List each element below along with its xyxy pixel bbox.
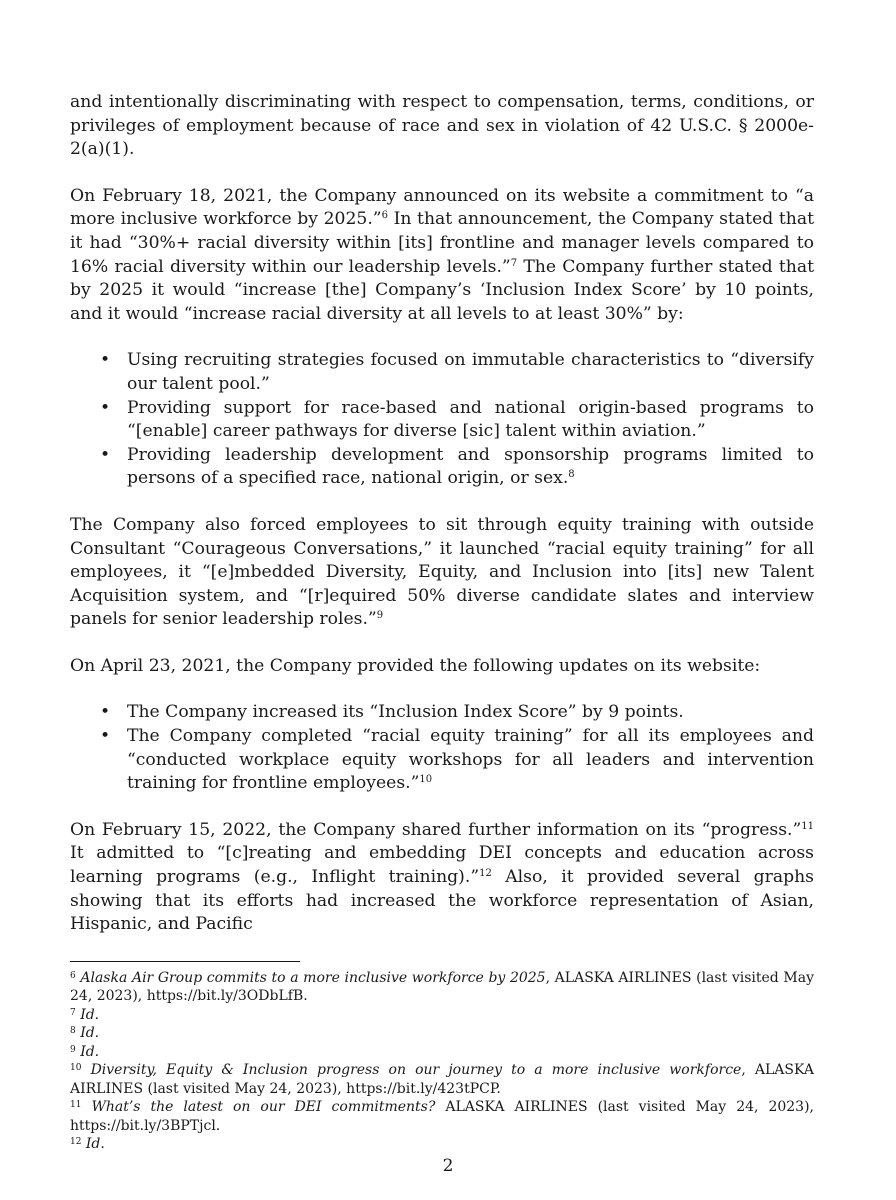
footnote-number: 7 [70, 1007, 76, 1018]
footnote-ref-9: 9 [376, 610, 384, 622]
footnote-number: 12 [70, 1137, 82, 1148]
page-number: 2 [442, 1156, 454, 1176]
footnote-text: Id. [80, 1006, 100, 1023]
list-item [70, 444, 814, 491]
footnote-citation: , ALASKA AIRLINES (last visited May 24, 2023), https://bit.ly/3ODbLfB. [70, 969, 814, 1005]
list-item-text: The Company increased its “Inclusion Index Score” by 9 points. [127, 702, 684, 723]
footnote-divider [70, 961, 300, 962]
footnote-6 [70, 969, 814, 1006]
list-item [70, 349, 814, 396]
list-item-text: Providing leadership development and sponsorship programs limited to persons of a specified race, national origin, or sex. [127, 444, 814, 489]
footnote-text: Id. [80, 1043, 100, 1060]
bullet-list-1 [70, 349, 814, 491]
list-item-text: The Company completed “racial equity training” for all its employees and “conducted workplace equity workshops for all leaders and intervention training for frontline employees.” [127, 726, 814, 794]
footnote-citation: , ALASKA AIRLINES (last visited May 24, 2023), https://bit.ly/423tPCP. [70, 1062, 814, 1097]
footnote-ref-11: 11 [801, 820, 814, 832]
footnote-7 [70, 1006, 814, 1025]
footnote-8 [70, 1024, 814, 1043]
paragraph-1: and intentionally discriminating with respect to compensation, terms, conditions, or privileges of employment because of race and sex in violation of 42 U.S.C. § 2000e-2(a)(1). [70, 92, 814, 160]
footnote-text: Id. [85, 1136, 105, 1153]
bullet-icon: • [100, 444, 111, 465]
paragraph-5-part-c: Also, it provided several graphs showing that its efforts had increased the workforce representation of Asian, Hispanic, and Pacific [70, 867, 814, 935]
list-item [70, 397, 814, 444]
bullet-icon: • [100, 397, 111, 418]
bullet-icon: • [100, 726, 111, 747]
paragraph-5 [70, 819, 814, 937]
footnote-number: 8 [70, 1026, 76, 1037]
footnote-title: Diversity, Equity & Inclusion progress on our journey to a more inclusive workforce [90, 1062, 742, 1079]
paragraph-2-part-b: In that announcement, the Company stated that it had “30%+ racial diversity within [its] frontline and manager levels compared to 16% racial diversity within our leadership levels.” [70, 209, 814, 277]
footnote-10 [70, 1061, 814, 1098]
paragraph-4: On April 23, 2021, the Company provided the following updates on its website: [70, 655, 761, 676]
paragraph-2-part-c: The Company further stated that by 2025 it would “increase [the] Company’s ‘Inclusion Index Score’ by 10 points, and it would “increase racial diversity at all levels to at least 30%” by: [70, 256, 814, 324]
footnote-citation: ALASKA AIRLINES (last visited May 24, 2023), https://bit.ly/3BPTjcl. [70, 1099, 815, 1134]
list-item [70, 725, 814, 796]
paragraph-5-part-b: It admitted to “[c]reating and embedding DEI concepts and education across learning programs (e.g., Inflight training).” [70, 843, 814, 888]
bullet-list-2 [70, 701, 814, 795]
list-item [70, 701, 814, 725]
footnote-text: Id. [80, 1025, 100, 1042]
footnote-12 [70, 1135, 814, 1154]
footnote-title: What’s the latest on our DEI commitments? [91, 1099, 436, 1116]
footnote-ref-10: 10 [419, 774, 433, 786]
paragraph-2-part-a: On February 18, 2021, the Company announced on its website a commitment to “a more inclusive workforce by 2025.” [70, 185, 814, 230]
paragraph-2 [70, 185, 814, 327]
paragraph-3 [70, 514, 814, 632]
paragraph-3-text: The Company also forced employees to sit through equity training with outside Consultant “Courageous Conversations,” it launched “racial equity training” for all employees, it “[e]mbedded Diversity, Equity, and Inclusion into [its] new Talent Acquisition system, and “[r]equired 50% diverse candidate slates and interview panels for senior leadership roles.” [70, 514, 814, 630]
footnote-number: 6 [70, 970, 76, 981]
paragraph-5-part-a: On February 15, 2022, the Company shared further information on its “progress.” [70, 819, 802, 840]
bullet-icon: • [100, 702, 111, 723]
footnote-ref-12: 12 [479, 868, 492, 880]
list-item-text: Using recruiting strategies focused on immutable characteristics to “diversify our talent pool.” [127, 350, 814, 394]
list-item-text: Providing support for race-based and national origin-based programs to “[enable] career pathways for diverse [sic] talent within aviation.” [127, 397, 814, 442]
footnote-ref-8: 8 [568, 469, 575, 481]
footnote-9 [70, 1043, 814, 1062]
footnote-number: 9 [70, 1044, 76, 1055]
footnote-title: Alaska Air Group commits to a more inclusive workforce by 2025 [80, 969, 546, 986]
footnote-ref-7: 7 [510, 257, 518, 269]
bullet-icon: • [100, 350, 111, 371]
footnote-ref-6: 6 [381, 210, 388, 222]
footnote-number: 10 [70, 1063, 82, 1074]
footnote-11 [70, 1098, 814, 1135]
footnote-number: 11 [70, 1100, 82, 1111]
